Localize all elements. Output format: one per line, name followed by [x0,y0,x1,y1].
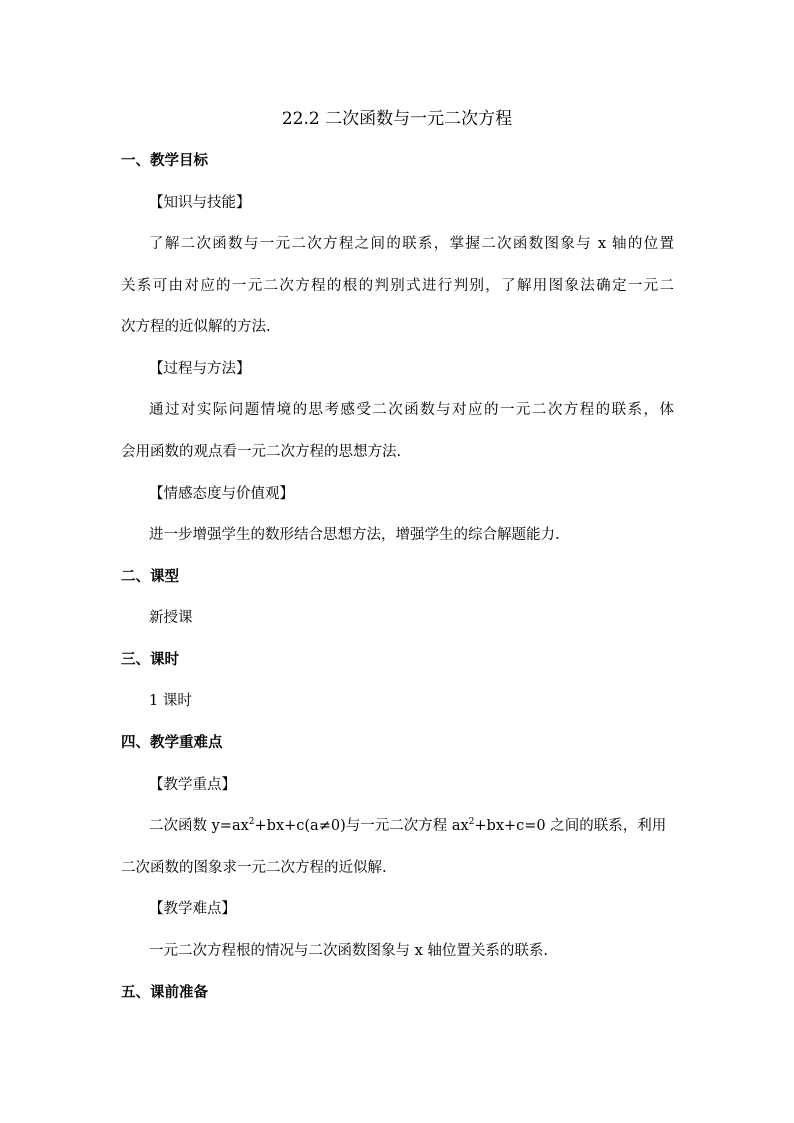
paragraph-line: 关系可由对应的一元二次方程的根的判别式进行判别，了解用图象法确定一元二 [121,278,674,294]
class-hours-text: 1 课时 [149,693,192,709]
section-heading-preparation: 五、课前准备 [121,985,208,1001]
superscript: 2 [468,817,475,827]
formula-text: +bx+c(a≠0)与一元二次方程 ax [254,818,469,834]
lesson-type-text: 新授课 [149,610,193,626]
section-heading-class-hours: 三、课时 [121,652,179,668]
subheading-key-points: 【教学重点】 [149,777,236,793]
paragraph-line: 一元二次方程根的情况与二次函数图象与 x 轴位置关系的联系. [149,943,549,959]
subheading-difficult-points: 【教学难点】 [149,901,236,917]
paragraph-line: 进一步增强学生的数形结合思想方法，增强学生的综合解题能力. [149,527,560,543]
page-title: 22.2 二次函数与一元二次方程 [281,109,513,129]
paragraph-line: 会用函数的观点看一元二次方程的思想方法. [121,444,402,460]
formula-text: 二次函数 y=ax [149,818,249,834]
section-heading-objectives: 一、教学目标 [121,153,208,169]
superscript: 2 [248,817,255,827]
paragraph-line: 了解二次函数与一元二次方程之间的联系，掌握二次函数图象与 x 轴的位置 [149,236,674,252]
formula-text: +bx+c=0 之间的联系，利用 [474,818,667,834]
section-heading-lesson-type: 二、课型 [121,569,179,585]
section-heading-key-difficult: 四、教学重难点 [121,735,223,751]
subheading-knowledge-skills: 【知识与技能】 [149,195,251,211]
subheading-emotion-values: 【情感态度与价值观】 [149,486,294,502]
paragraph-line: 通过对实际问题情境的思考感受二次函数与对应的一元二次方程的联系，体 [149,402,674,418]
key-points-line [149,816,666,836]
subheading-process-methods: 【过程与方法】 [149,361,251,377]
paragraph-line: 二次函数的图象求一元二次方程的近似解. [121,860,387,876]
paragraph-line: 次方程的近似解的方法. [121,319,271,335]
